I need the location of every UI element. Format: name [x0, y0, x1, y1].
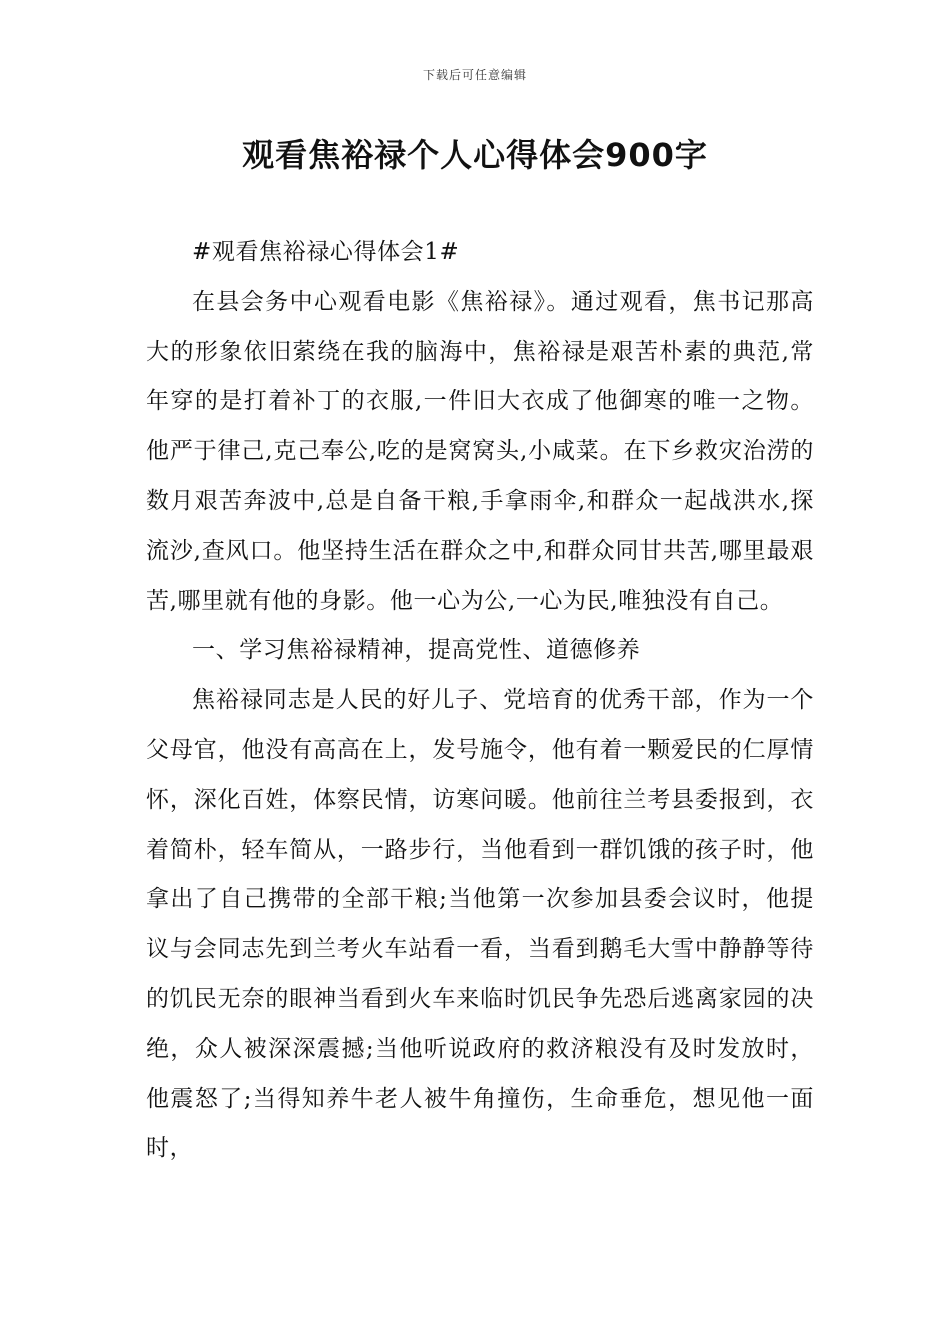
- document-body: [146, 228, 814, 1174]
- document-title: 观看焦裕禄个人心得体会900字: [242, 136, 708, 174]
- section-heading-study-spirit: 一、学习焦裕禄精神，提高党性、道德修养: [192, 637, 641, 664]
- paragraph-good-son-of-people: 焦裕禄同志是人民的好儿子、党培育的优秀干部，作为一个父母官，他没有高高在上，发号施令，他有着一颗爱民的仁厚情怀，深化百姓，体察民情，访寒问暖。他前往兰考县委报到，衣着简朴，轻车简从，一路步行，当他看到一群饥饿的孩子时，他拿出了自己携带的全部干粮;当他第一次参加县委会议时，他提议与会同志先到兰考火车站看一看，当看到鹅毛大雪中静静等待的饥民无奈的眼神当看到火车来临时饥民争先恐后逃离家园的决绝，众人被深深震撼;当他听说政府的救济粮没有及时发放时，他震怒了;当得知养牛老人被牛角撞伤，生命垂危，想见他一面时，: [146, 687, 814, 1162]
- header-note: 下载后可任意编辑: [422, 68, 527, 82]
- section-heading-1: #观看焦裕禄心得体会1#: [192, 239, 460, 265]
- paragraph-movie-viewing: 在县会务中心观看电影《焦裕禄》。通过观看，焦书记那高大的形象依旧萦绕在我的脑海中，焦裕禄是艰苦朴素的典范,常年穿的是打着补丁的衣服,一件旧大衣成了他御寒的唯一之物。他严于律己,克己奉公,吃的是窝窝头,小咸菜。在下乡救灾治涝的数月艰苦奔波中,总是自备干粮,手拿雨伞,和群众一起战洪水,探流沙,查风口。他坚持生活在群众之中,和群众同甘共苦,哪里最艰苦,哪里就有他的身影。他一心为公,一心为民,唯独没有自己。: [146, 288, 814, 614]
